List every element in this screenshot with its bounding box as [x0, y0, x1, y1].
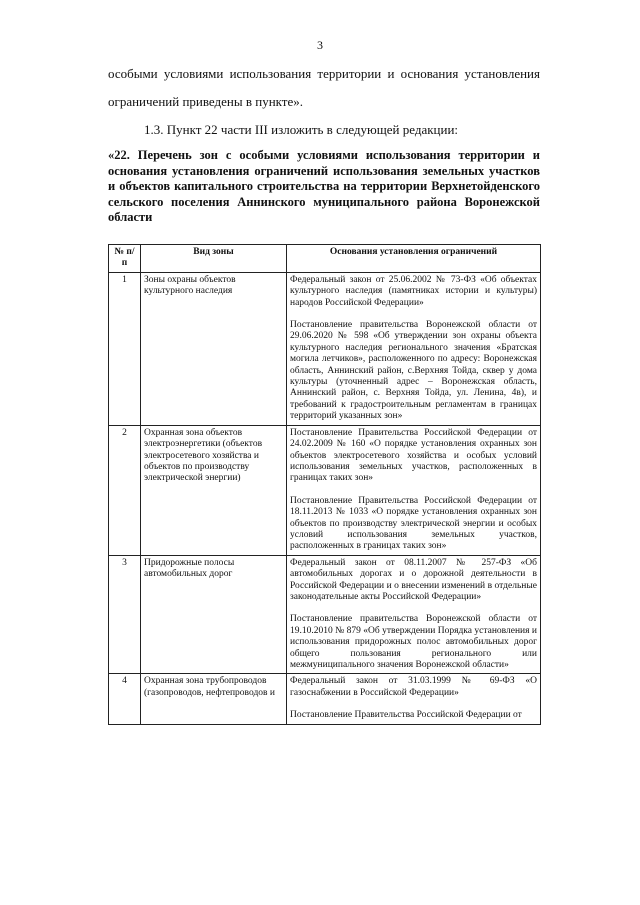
header-number: № п/п	[109, 245, 141, 273]
basis-cell	[287, 272, 541, 425]
row-number: 3	[109, 555, 141, 674]
basis-document: Постановление Правительства Российской Федерации от 18.11.2013 № 1033 «О порядке установления охранных зон объектов по производству электрической энергии и особых условий использования земельных участков, расположенных в границах таких зон»	[290, 495, 537, 552]
section-heading: «22. Перечень зон с особыми условиями использования территории и основания установления ограничений использования земельных участков и объектов капитального строительства на территории Верхнетойденского сельского поселения Аннинского муниципального района Воронежской области	[108, 148, 540, 224]
intro-line-1: особыми условиями использования территории и основания установления	[108, 66, 540, 81]
page-number: 3	[317, 38, 323, 52]
table-row	[109, 555, 541, 674]
basis-cell	[287, 425, 541, 555]
basis-document: Постановление Правительства Российской Федерации от	[290, 710, 522, 721]
basis-cell	[287, 555, 541, 674]
zone-type: Охранная зона объектов электроэнергетики (объектов электросетевого хозяйства и объектов по производству электрической энергии)	[141, 425, 287, 555]
zones-table	[108, 244, 541, 725]
amendment-clause: 1.3. Пункт 22 части III изложить в следующей редакции:	[144, 122, 459, 137]
basis-document: Федеральный закон от 31.03.1999 № 69-ФЗ «О газоснабжении в Российской Федерации»	[290, 676, 537, 698]
row-number: 1	[109, 272, 141, 425]
row-number: 2	[109, 425, 141, 555]
basis-document: Федеральный закон от 08.11.2007 № 257-ФЗ «Об автомобильных дорогах и о дорожной деятельности в Российской Федерации и о внесении изменений в отдельные законодательные акты Российской Федерации»	[290, 557, 537, 602]
intro-line-2: ограничений приведены в пункте».	[108, 94, 303, 109]
table-header-row	[109, 245, 541, 273]
header-basis: Основания установления ограничений	[287, 245, 541, 273]
zone-type: Зоны охраны объектов культурного наследия	[141, 272, 287, 425]
basis-document: Постановление правительства Воронежской области от 19.10.2010 № 879 «Об утверждении Порядка установления и использования придорожных полос автомобильных дорог общего пользования регионального или межмуниципального значения Воронежской области»	[290, 614, 537, 670]
zone-type: Придорожные полосы автомобильных дорог	[141, 555, 287, 674]
basis-document: Постановление Правительства Российской Федерации от 24.02.2009 № 160 «О порядке установления охранных зон объектов электросетевого хозяйства и особых условий использования земельных участков, расположенных в границах таких зон»	[290, 427, 537, 484]
header-zone-type: Вид зоны	[141, 245, 287, 273]
basis-document: Федеральный закон от 25.06.2002 № 73-ФЗ «Об объектах культурного наследия (памятниках истории и культуры) народов Российской Федерации»	[290, 274, 537, 308]
zone-type: Охранная зона трубопроводов (газопроводов, нефтепроводов и	[141, 674, 287, 724]
table-row	[109, 272, 541, 425]
table-row	[109, 425, 541, 555]
basis-document: Постановление правительства Воронежской области от 29.06.2020 № 598 «Об утверждении зон охраны объекта культурного наследия регионального значения «Братская могила летчиков», расположенного по адресу: Воронежская область, Аннинский район, с.Верхняя Тойда, сквер у дома культуры (уточненный адрес – Воронежская область, Аннинский район, с. Верхняя Тойда, ул. Ленина, 4в), и требований к градостроительным регламентам в границах территорий указанных зон»	[290, 320, 537, 422]
row-number: 4	[109, 674, 141, 724]
basis-cell	[287, 674, 541, 724]
table-row	[109, 674, 541, 724]
